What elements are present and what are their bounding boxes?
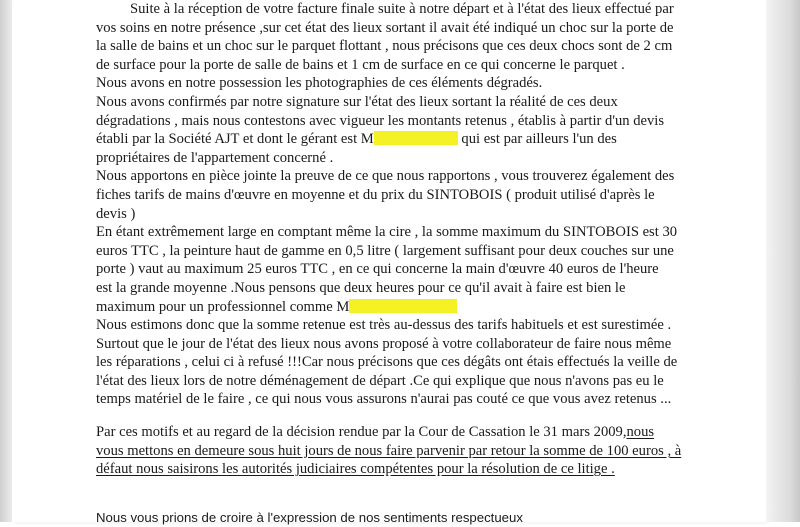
right-frame-edge (766, 0, 800, 522)
text-segment: Par ces motifs et au regard de la décision rendue par la Cour de Cassation le 31 mars 2009, (96, 424, 627, 441)
text-line: les réparations , celui ci à refusé !!!Car nous précisons que ces dégâts ont étais effectués la veille de (96, 354, 678, 371)
closing-salutation (96, 509, 704, 527)
letter-body (96, 0, 704, 527)
text-line: propriétaires de l'appartement concerné . (96, 149, 334, 166)
letter-page (12, 0, 766, 525)
text-line: Surtout que le jour de l'état des lieux nous avons proposé à votre collaborateur de faire nous même (96, 335, 672, 352)
paragraph-invoice-context (96, 0, 704, 409)
text-line: fiches tarifs de mains d'œuvre en moyenne et du prix du SINTOBOIS ( produit utilisé d'après le (96, 186, 655, 203)
text-line: euros TTC , la peinture haut de gamme en 0,5 litre ( largement suffisant pour deux couches sur une (96, 242, 674, 259)
text-line: porte ) vaut au maximum 25 euros TTC , en ce qui concerne la main d'œuvre 40 euros de l'heure (96, 261, 659, 278)
underlined-text-line: vous mettons en demeure sous huit jours de nous faire parvenir par retour la somme de 100 euros , à (96, 442, 682, 459)
text-line-with-redaction (96, 130, 704, 149)
redaction-highlight (349, 299, 457, 313)
underlined-text: nous (626, 424, 655, 441)
text-line: vos soins en notre présence ,sur cet état des lieux sortant il avait été indiqué un choc sur la porte de (96, 19, 674, 36)
text-line: la salle de bains et un choc sur le parquet flottant , nous précisons que ces deux chocs sont de 2 cm (96, 38, 673, 55)
text-line: Suite à la réception de votre facture finale suite à notre départ et à l'état des lieux effectué par (130, 1, 674, 17)
text-line: Nous apportons en pièce jointe la preuve de ce que nous rapportons , vous trouverez également des (96, 168, 675, 185)
redaction-highlight (374, 131, 458, 145)
text-line: dégradations , mais nous contestons avec vigueur les montants retenus , établis à partir d'un devis (96, 112, 665, 129)
text-line: Nous estimons donc que la somme retenue est très au-dessus des tarifs habituels et est surestimée . (96, 317, 672, 334)
text-line: Nous avons confirmés par notre signature sur l'état des lieux sortant la réalité de ces deux (96, 93, 618, 110)
text-line: de surface pour la porte de salle de bains et 1 cm de surface en ce qui concerne le parquet . (96, 56, 625, 73)
text-line: En étant extrêmement large en comptant même la cire , la somme maximum du SINTOBOIS est 30 (96, 224, 678, 241)
text-line: temps matériel de le faire , ce qui nous vous assurons n'aurai pas couté ce que vous avez retenus ... (96, 391, 672, 408)
text-line: l'état des lieux lors de notre déménagement de départ .Ce qui explique que nous n'avons pas eu le (96, 372, 664, 389)
paragraph-formal-notice (96, 423, 704, 479)
text-line (96, 423, 704, 442)
text-line: est la grande moyenne .Nous pensons que deux heures pour ce qu'il avait à faire est bien le (96, 279, 626, 296)
underlined-text-line: défaut nous saisirons les autorités judiciaires compétentes pour la résolution de ce litige . (96, 461, 615, 478)
text-segment: qui est par ailleurs l'un des (461, 131, 617, 148)
text-line: Nous vous prions de croire à l'expression de nos sentiments respectueux (96, 509, 523, 525)
text-segment: maximum pour un professionnel comme M (96, 298, 350, 315)
text-line: Nous avons en notre possession les photographies de ces éléments dégradés. (96, 75, 543, 92)
text-line: devis ) (96, 205, 136, 222)
left-frame-edge (0, 0, 12, 522)
text-segment: établi par la Société AJT et dont le gérant est M (96, 131, 374, 148)
text-line-with-redaction (96, 298, 704, 317)
